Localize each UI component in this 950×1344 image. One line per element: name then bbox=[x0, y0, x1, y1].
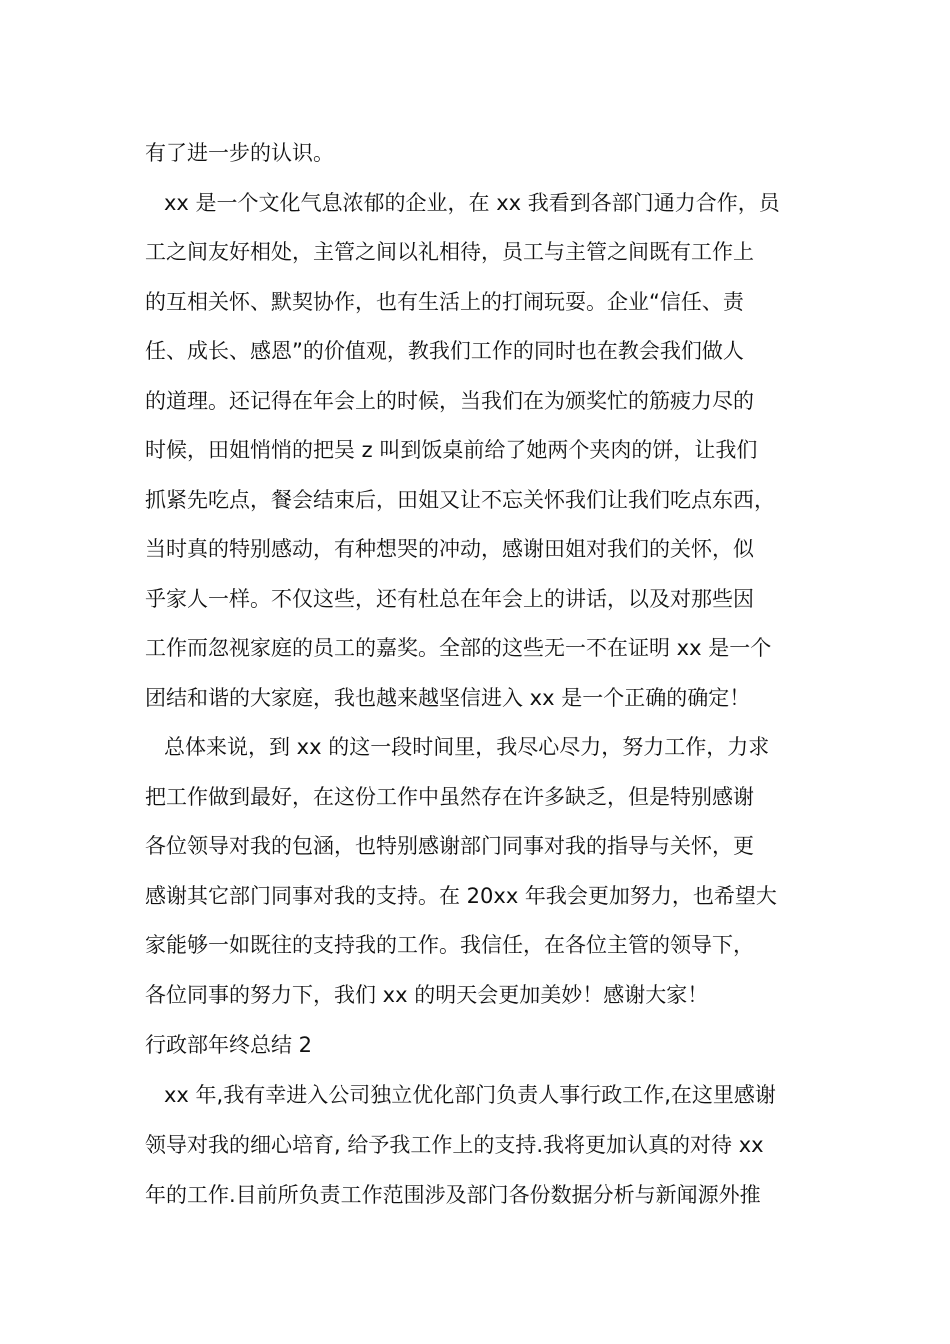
text-line: 的互相关怀、默契协作，也有生活上的打闹玩耍。企业“信任、责 bbox=[145, 290, 744, 314]
text-line: 各位同事的努力下，我们 xx 的明天会更加美妙！感谢大家！ bbox=[145, 983, 709, 1007]
text-line: 时候，田姐悄悄的把吴 z 叫到饭桌前给了她两个夹肉的饼，让我们 bbox=[145, 438, 758, 462]
text-line: 有了进一步的认识。 bbox=[145, 141, 334, 165]
text-line: 把工作做到最好，在这份工作中虽然存在许多缺乏，但是特别感谢 bbox=[145, 785, 754, 809]
text-line: 家能够一如既往的支持我的工作。我信任，在各位主管的领导下， bbox=[145, 933, 754, 957]
text-line: 年的工作.目前所负责工作范围涉及部门各份数据分析与新闻源外推 bbox=[145, 1183, 761, 1207]
text-line: 任、成长、感恩”的价值观，教我们工作的同时也在教会我们做人 bbox=[145, 339, 744, 363]
text-line: 工作而忽视家庭的员工的嘉奖。全部的这些无一不在证明 xx 是一个 bbox=[145, 636, 772, 660]
text-line: 当时真的特别感动，有种想哭的冲动，感谢田姐对我们的关怀，似 bbox=[145, 537, 754, 561]
text-line: 工之间友好相处，主管之间以礼相待，员工与主管之间既有工作上 bbox=[145, 240, 754, 264]
section-heading: 行政部年终总结 2 bbox=[145, 1033, 313, 1057]
text-line: 总体来说，到 xx 的这一段时间里，我尽心尽力，努力工作，力求 bbox=[164, 735, 770, 759]
text-line: 领导对我的细心培育, 给予我工作上的支持.我将更加认真的对待 xx bbox=[145, 1133, 764, 1157]
text-line: xx 是一个文化气息浓郁的企业，在 xx 我看到各部门通力合作，员 bbox=[164, 191, 780, 215]
text-line: 感谢其它部门同事对我的支持。在 20xx 年我会更加努力，也希望大 bbox=[145, 884, 777, 908]
text-line: 各位领导对我的包涵，也特别感谢部门同事对我的指导与关怀，更 bbox=[145, 834, 754, 858]
text-line: 的道理。还记得在年会上的时候，当我们在为颁奖忙的筋疲力尽的 bbox=[145, 389, 754, 413]
text-line: 团结和谐的大家庭，我也越来越坚信进入 xx 是一个正确的确定！ bbox=[145, 686, 751, 710]
text-line: 抓紧先吃点，餐会结束后，田姐又让不忘关怀我们让我们吃点东西， bbox=[145, 488, 775, 512]
text-line: xx 年,我有幸进入公司独立优化部门负责人事行政工作,在这里感谢 bbox=[164, 1083, 776, 1107]
text-line: 乎家人一样。不仅这些，还有杜总在年会上的讲话，以及对那些因 bbox=[145, 587, 754, 611]
